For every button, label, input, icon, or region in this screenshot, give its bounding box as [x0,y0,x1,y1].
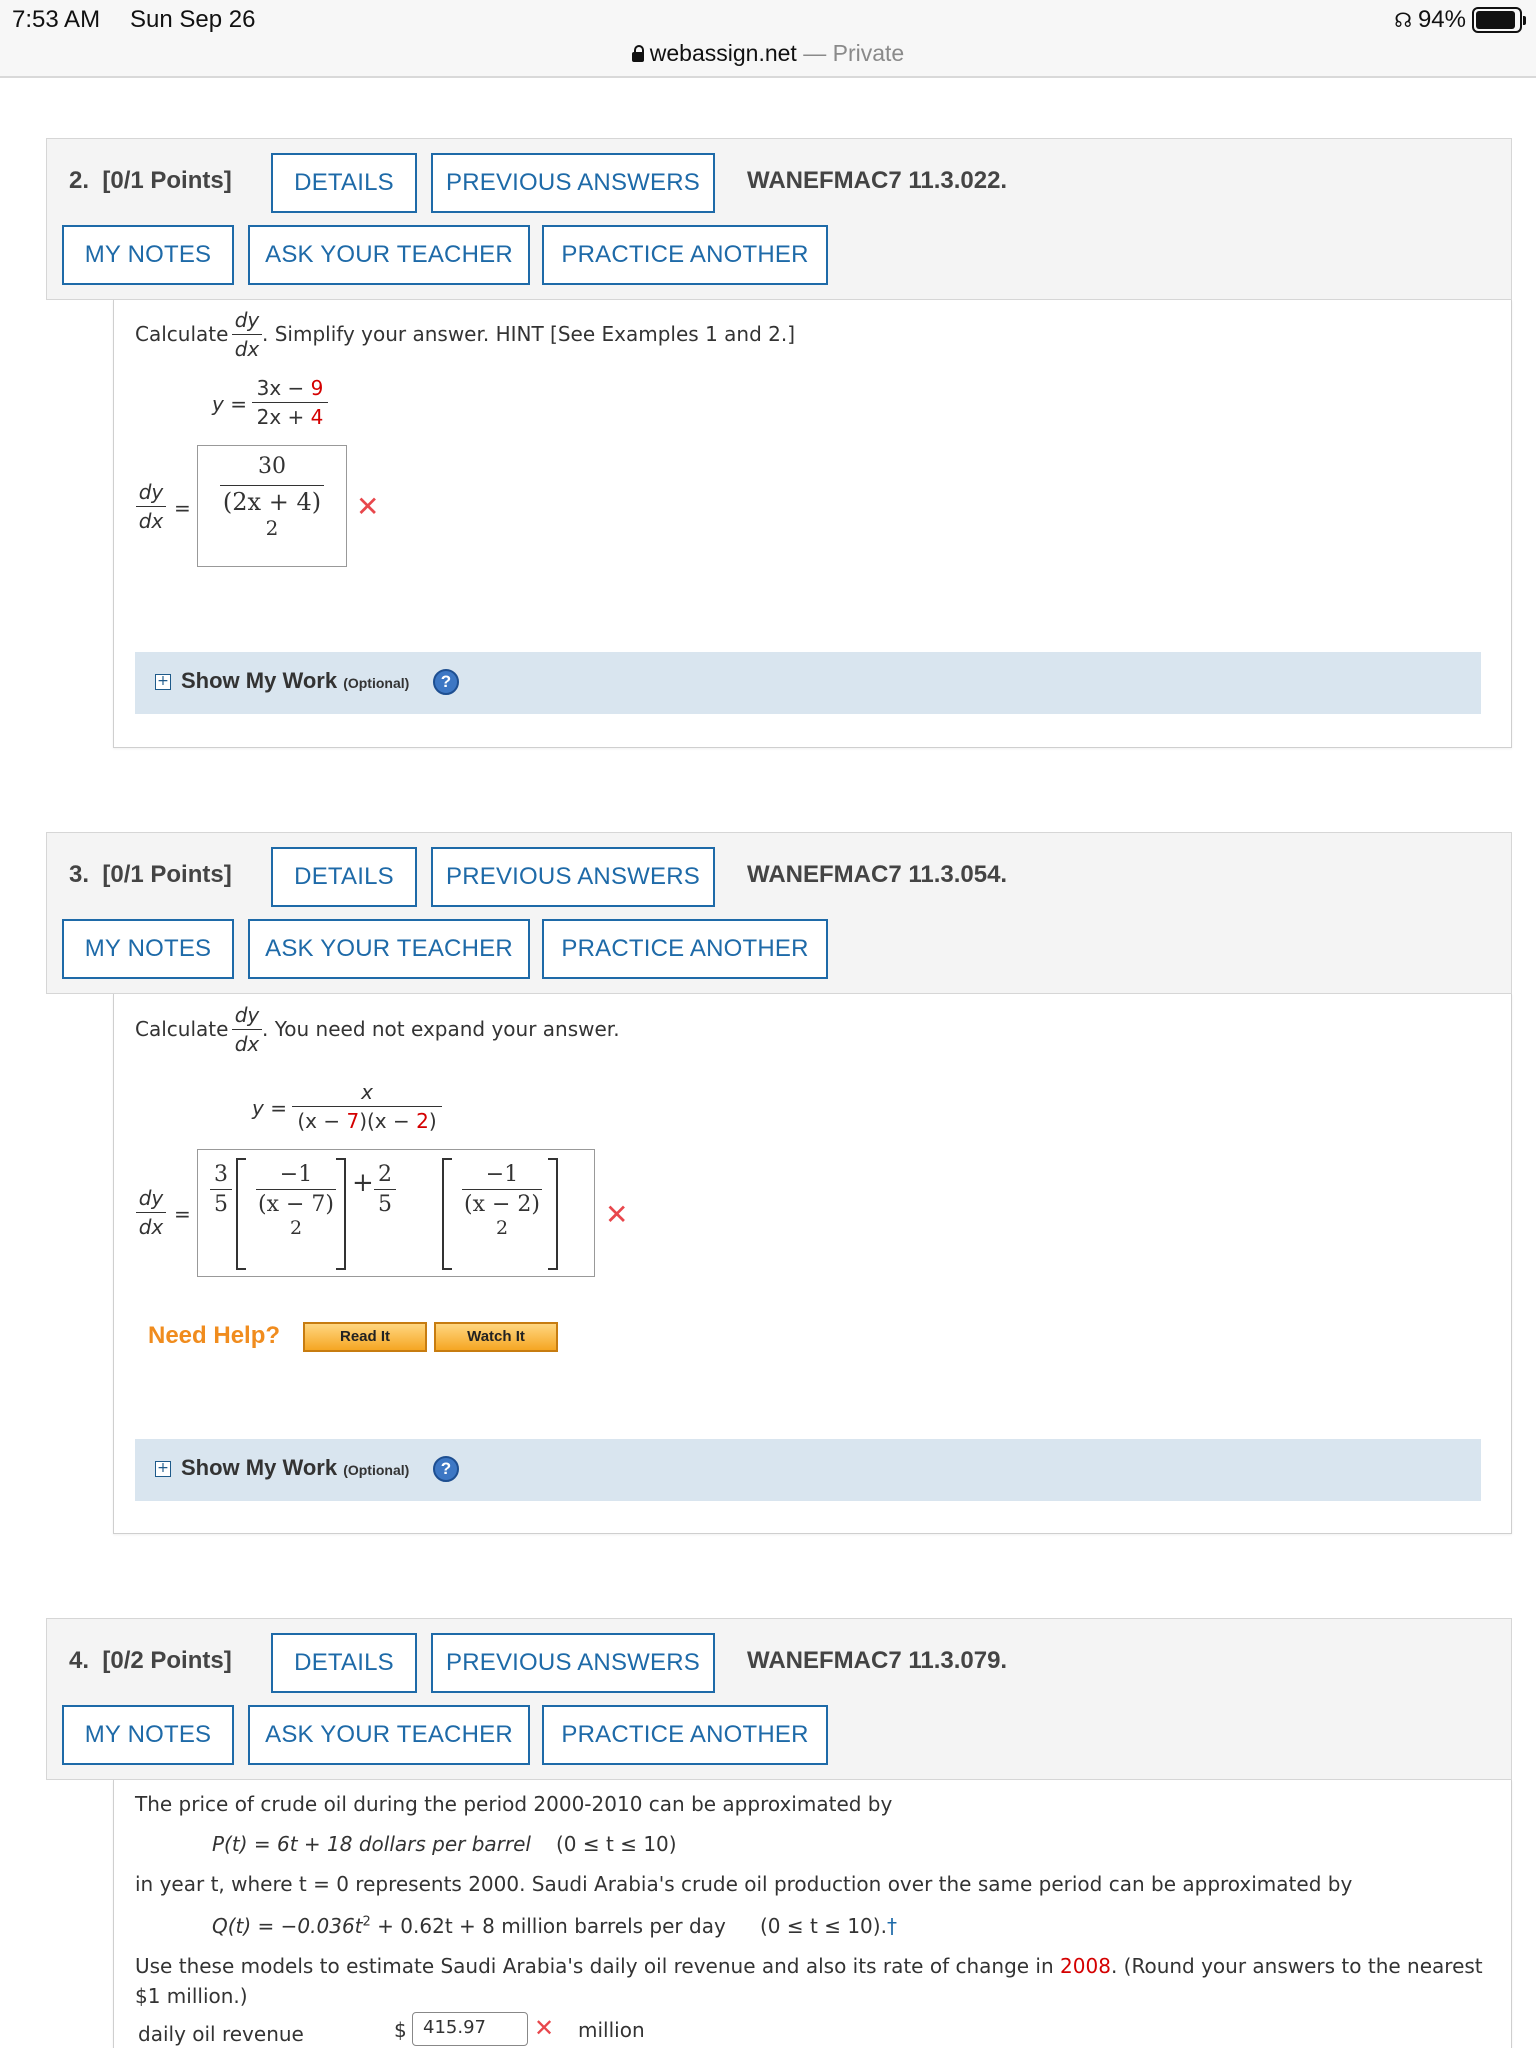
q4-price-model: P(t) = 6t + 18 dollars per barrel [212,1832,531,1856]
q3-bracket-right-1 [336,1158,346,1270]
q4-price-range: (0 ≤ t ≤ 10) [556,1832,677,1856]
q3-coef-2: 2 5 [374,1162,396,1217]
url-text: webassign.net [649,40,797,66]
q4-revenue-label: daily oil revenue [138,2022,304,2046]
expand-icon[interactable]: + [155,674,171,690]
question-2-points: 2. [0/1 Points] [69,167,232,194]
q3-y-equals: y = [252,1096,287,1120]
q3-show-my-work-bar[interactable] [135,1439,1481,1501]
q4-production-range: (0 ≤ t ≤ 10).† [760,1914,897,1938]
q3-bracket-left-1 [236,1158,246,1270]
my-notes-button[interactable]: MY NOTES [62,919,234,979]
battery-icon [1472,7,1522,33]
q4-dollar-sign: $ [394,2018,407,2042]
show-my-work-label[interactable]: Show My Work (Optional) [181,668,410,693]
details-button[interactable]: DETAILS [271,1633,417,1693]
practice-another-button[interactable]: PRACTICE ANOTHER [542,1705,828,1765]
lock-icon [632,52,644,62]
q3-incorrect-icon: ✕ [605,1198,629,1231]
q3-dydx: dy dx [232,1003,262,1056]
q3-coef-1: 3 5 [210,1162,232,1217]
q4-production-model: $Q(t) = -0.036t^2 + 0.62t + 8$ million barrels per day [212,1914,726,1938]
q4-line-2: in year t, where t = 0 represents 2000. Saudi Arabia's crude oil production over the same period can be approximated by [135,1872,1353,1896]
q3-prompt-end: . You need not expand your answer. [262,1017,620,1041]
q3-answer-box[interactable] [197,1149,595,1277]
q2-function: 3x − 9 2x + 4 [252,376,328,429]
ask-your-teacher-button[interactable]: ASK YOUR TEACHER [248,919,530,979]
address-bar[interactable] [0,40,1536,67]
q3-bracket-left-2 [442,1158,452,1270]
show-my-work-label[interactable]: Show My Work (Optional) [181,1455,410,1480]
q2-answer-dydx: dy dx [136,480,166,533]
help-icon[interactable]: ? [433,1456,459,1482]
expand-icon[interactable]: + [155,1461,171,1477]
question-3-points: 3. [0/1 Points] [69,861,232,888]
question-4-points: 4. [0/2 Points] [69,1647,232,1674]
my-notes-button[interactable]: MY NOTES [62,1705,234,1765]
question-3-header [46,832,1512,994]
q4-incorrect-icon: ✕ [534,2014,555,2042]
help-icon[interactable]: ? [433,669,459,695]
q4-line-3-cont: $1 million.) [135,1984,248,2008]
q2-answer-expression: 30 (2x + 4) 2 [220,454,324,540]
q2-prompt-end: . Simplify your answer. HINT [See Examples 1 and 2.] [262,322,796,346]
footnote-link[interactable]: † [886,1914,897,1938]
q2-dydx: dy dx [232,308,262,361]
q4-line-3: Use these models to estimate Saudi Arabia's daily oil revenue and also its rate of change in 2008. (Round your answers to the nearest [135,1954,1483,1978]
q3-function: x (x − 7)(x − 2) [292,1080,442,1133]
ask-your-teacher-button[interactable]: ASK YOUR TEACHER [248,1705,530,1765]
q2-prompt-start: Calculate [135,322,229,346]
status-right [1394,6,1522,34]
date: Sun Sep 26 [130,6,256,33]
question-2-code: WANEFMAC7 11.3.022. [747,167,1008,194]
q3-answer-dydx: dy dx [136,1186,166,1239]
previous-answers-button[interactable]: PREVIOUS ANSWERS [431,1633,715,1693]
q3-bracket-right-2 [548,1158,558,1270]
q3-term-2: −1 (x − 2) 2 [464,1162,540,1239]
q2-y-equals: y = [212,392,247,416]
status-bar [0,0,1536,78]
headphones-icon: ☊ [1394,9,1412,32]
q3-prompt-start: Calculate [135,1017,229,1041]
question-4-header [46,1618,1512,1780]
previous-answers-button[interactable]: PREVIOUS ANSWERS [431,847,715,907]
q2-answer-equals: = [174,496,191,520]
my-notes-button[interactable]: MY NOTES [62,225,234,285]
ask-your-teacher-button[interactable]: ASK YOUR TEACHER [248,225,530,285]
read-it-button[interactable]: Read It [303,1322,427,1352]
q4-unit: million [578,2018,645,2042]
question-4-code: WANEFMAC7 11.3.079. [747,1647,1008,1674]
q3-answer-equals: = [174,1202,191,1226]
details-button[interactable]: DETAILS [271,153,417,213]
q2-show-my-work-bar[interactable] [135,652,1481,714]
q4-line-1: The price of crude oil during the period 2000-2010 can be approximated by [135,1792,893,1816]
need-help-label: Need Help? [148,1322,281,1349]
clock: 7:53 AM [12,6,101,33]
q2-incorrect-icon: ✕ [356,490,380,523]
q2-answer-box[interactable] [197,445,347,567]
watch-it-button[interactable]: Watch It [434,1322,558,1352]
battery-percent: 94% [1417,6,1466,33]
question-3-code: WANEFMAC7 11.3.054. [747,861,1008,888]
practice-another-button[interactable]: PRACTICE ANOTHER [542,919,828,979]
previous-answers-button[interactable]: PREVIOUS ANSWERS [431,153,715,213]
q3-term-1: −1 (x − 7) 2 [258,1162,334,1239]
q3-plus: + [352,1168,374,1198]
practice-another-button[interactable]: PRACTICE ANOTHER [542,225,828,285]
question-2-header [46,138,1512,300]
details-button[interactable]: DETAILS [271,847,417,907]
privacy-label: — Private [803,40,905,66]
revenue-input[interactable]: 415.97 [412,2012,528,2046]
